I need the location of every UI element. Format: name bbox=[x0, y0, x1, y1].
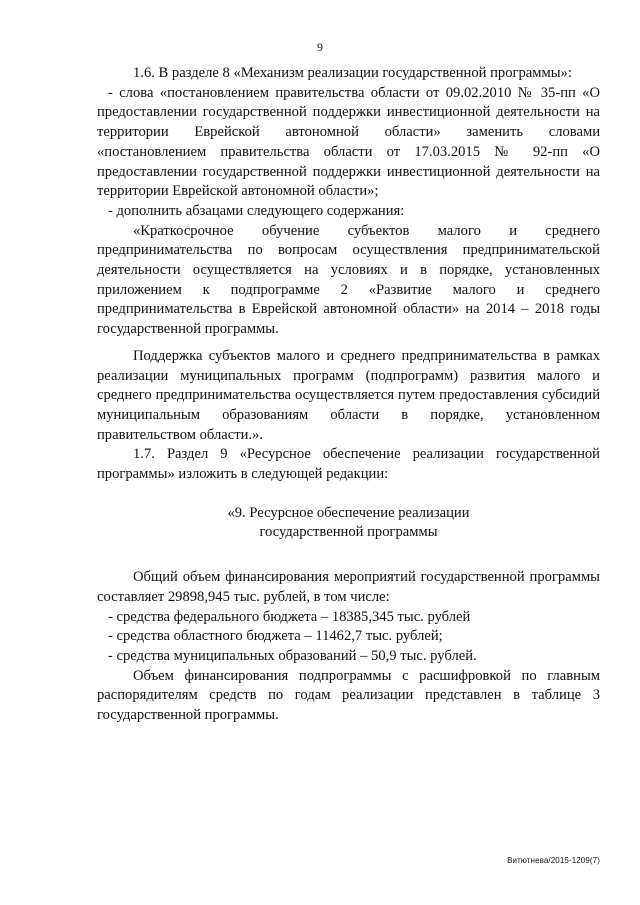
section-1-7-title: 1.7. Раздел 9 «Ресурсное обеспечение реализации государственной программы» изложить в следующей редакции: bbox=[97, 446, 600, 483]
page-number: 9 bbox=[317, 40, 323, 54]
document-body bbox=[97, 64, 600, 726]
training-paragraph: «Краткосрочное обучение субъектов малого и среднего предпринимательства по вопросам осуществления предпринимательской деятельности осуществляется на условиях и в порядке, установленных приложением к подпрограмме 2 «Развитие малого и среднего предпринимательства в Еврейской автономной области» на 2014 – 2018 годы государственной программы. bbox=[97, 222, 600, 338]
support-paragraph: Поддержка субъектов малого и среднего предпринимательства в рамках реализации муниципальных программ (подпрограмм) развития малого и среднего предпринимательства осуществляется путем предоставления субсидий муниципальным образованиям области в порядке, установленном правительством области.». bbox=[97, 347, 600, 443]
funding-total: Общий объем финансирования мероприятий государственной программы составляет 29898,945 тыс. рублей, в том числе: bbox=[97, 569, 600, 605]
funding-table-reference: Объем финансирования подпрограммы с расшифровкой по главным распорядителям средств по годам реализации представлен в таблице 3 государственной программы. bbox=[97, 667, 600, 724]
section-9-heading-line2: государственной программы bbox=[259, 524, 438, 541]
funding-municipal: - средства муниципальных образований – 50,9 тыс. рублей. bbox=[108, 647, 477, 664]
section-1-6-title: 1.6. В разделе 8 «Механизм реализации государственной программы»: bbox=[133, 65, 572, 81]
replacement-clause: - слова «постановлением правительства области от 09.02.2010 № 35-пп «О предоставлении государственной поддержки инвестиционной деятельности на территории Еврейской автономной области» заменить словами «постановлением правительства области от 17.03.2015 № 92-пп «О предоставлении государственной поддержки инвестиционной деятельности на территории Еврейской автономной области»; bbox=[97, 84, 600, 200]
funding-regional: - средства областного бюджета – 11462,7 тыс. рублей; bbox=[108, 628, 443, 645]
section-9-heading bbox=[97, 504, 600, 543]
section-9-heading-line1: «9. Ресурсное обеспечение реализации bbox=[227, 504, 470, 521]
document-code: Витютнева/2015-1209(7) bbox=[507, 856, 600, 865]
addition-clause: - дополнить абзацами следующего содержания: bbox=[108, 202, 405, 219]
funding-federal: - средства федерального бюджета – 18385,345 тыс. рублей bbox=[108, 608, 471, 625]
